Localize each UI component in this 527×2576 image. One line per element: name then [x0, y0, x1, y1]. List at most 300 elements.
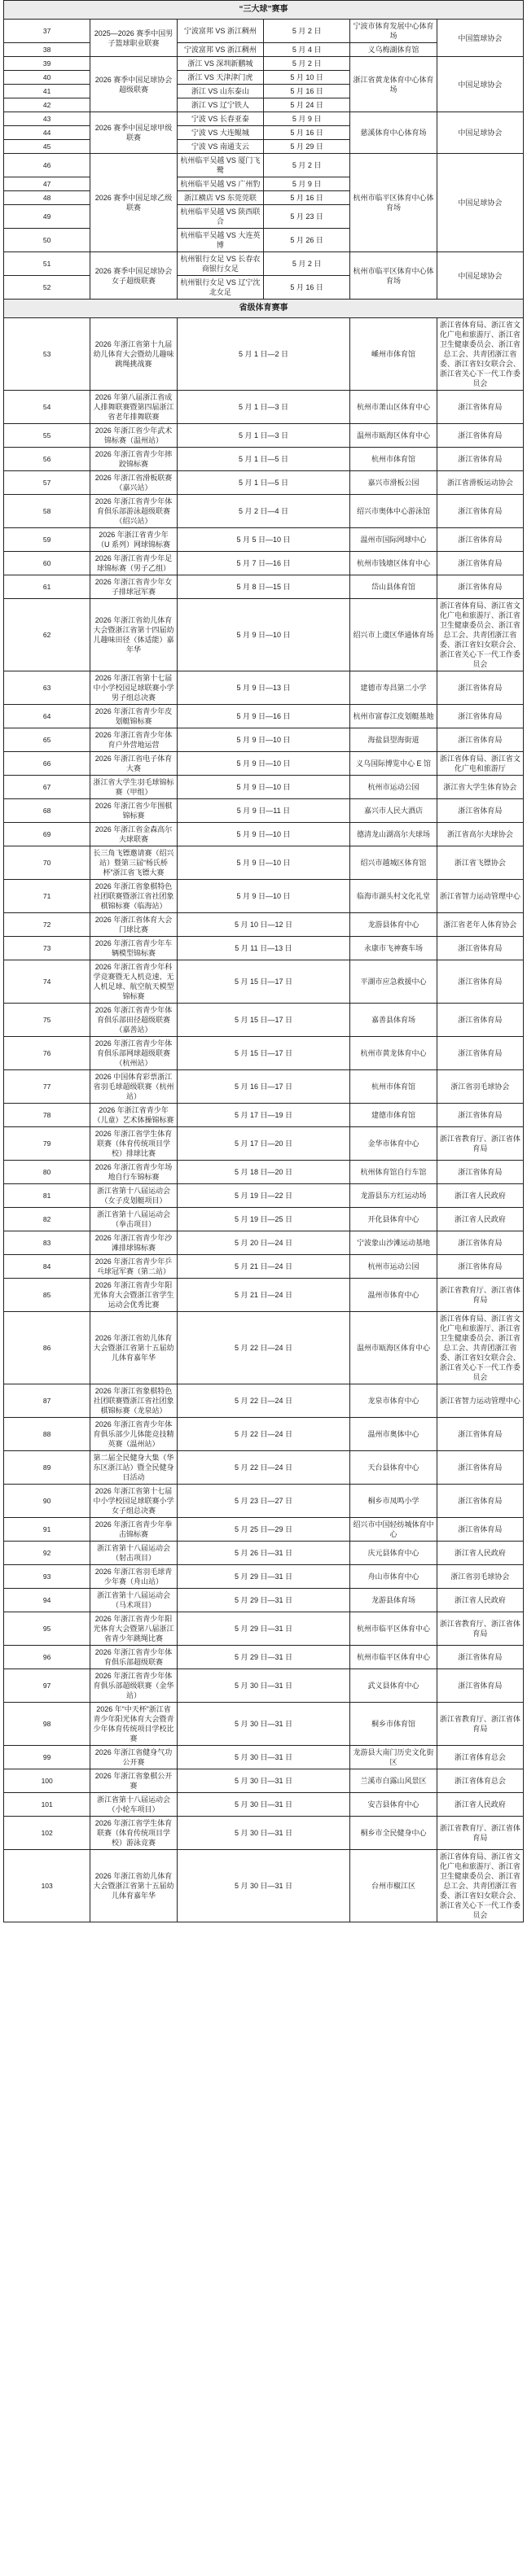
- venue-cell: 温州市瓯海区体育中心: [350, 424, 437, 448]
- organizer-cell: 浙江省体育局: [437, 1161, 523, 1184]
- venue-cell: 杭州市运动公园: [350, 776, 437, 799]
- match-or-date-cell: 5 月 21 日—24 日: [177, 1255, 350, 1279]
- row-number-cell: 41: [4, 85, 90, 98]
- organizer-cell: 浙江省体育局: [437, 937, 523, 960]
- event-name-cell: 第二届全民健身大集（华东区浙江站）暨全民健身日活动: [90, 1451, 177, 1485]
- match-or-date-cell: 5 月 30 日—31 日: [177, 1850, 350, 1922]
- event-name-cell: 2026 年浙江省象棋特色社团联赛暨浙江省社团象棋锦标赛（临海站）: [90, 880, 177, 913]
- table-row: [4, 1769, 524, 1793]
- venue-cell: 金华市体育中心: [350, 1127, 437, 1161]
- row-number-cell: 85: [4, 1279, 90, 1312]
- match-or-date-cell: 5 月 22 日—24 日: [177, 1312, 350, 1384]
- organizer-cell: 浙江省体育局: [437, 1518, 523, 1542]
- organizer-cell: 浙江省体育局: [437, 448, 523, 471]
- table-row: [4, 1312, 524, 1384]
- venue-cell: 杭州体育馆自行车馆: [350, 1161, 437, 1184]
- schedule-table-body: [4, 1, 524, 1922]
- row-number-cell: 53: [4, 318, 90, 391]
- venue-cell: 龙游县体育场: [350, 1589, 437, 1612]
- row-number-cell: 84: [4, 1255, 90, 1279]
- row-number-cell: 61: [4, 575, 90, 599]
- table-row: [4, 937, 524, 960]
- table-row: [4, 1070, 524, 1104]
- match-or-date-cell: 5 月 15 日—17 日: [177, 960, 350, 1004]
- match-or-date-cell: 5 月 9 日—16 日: [177, 705, 350, 728]
- row-number-cell: 68: [4, 799, 90, 823]
- match-or-date-cell: 5 月 11 日—13 日: [177, 937, 350, 960]
- event-name-cell: 2026 年第八届浙江省成人排舞联赛暨第四届浙江省老年排舞联赛: [90, 391, 177, 424]
- section-header-row: [4, 300, 524, 318]
- row-number-cell: 86: [4, 1312, 90, 1384]
- organizer-cell: 浙江省体育局: [437, 671, 523, 705]
- organizer-cell: 浙江省教育厅、浙江省体育局: [437, 1703, 523, 1746]
- event-name-cell: 2026 年浙江省健身气功公开赛: [90, 1746, 177, 1769]
- row-number-cell: 51: [4, 252, 90, 276]
- event-name-cell: 2026 年浙江省青少年女子排球冠军赛: [90, 575, 177, 599]
- event-name-cell: 2026 年浙江省电子体育大赛: [90, 752, 177, 776]
- venue-cell: 兰溪市白露山风景区: [350, 1769, 437, 1793]
- match-or-date-cell: 5 月 18 日—20 日: [177, 1161, 350, 1184]
- match-or-date-cell: 5 月 22 日—24 日: [177, 1418, 350, 1451]
- organizer-cell: 浙江省人民政府: [437, 1184, 523, 1208]
- row-number-cell: 42: [4, 98, 90, 112]
- table-row: [4, 20, 524, 43]
- organizer-cell: 浙江省体育局: [437, 495, 523, 528]
- event-name-cell: 2026 年浙江省第十九届幼儿体育大会暨幼儿趣味跳绳挑战赛: [90, 318, 177, 391]
- table-row: [4, 752, 524, 776]
- row-number-cell: 100: [4, 1769, 90, 1793]
- row-number-cell: 98: [4, 1703, 90, 1746]
- table-row: [4, 1485, 524, 1518]
- event-schedule-sheet: [3, 0, 524, 1922]
- match-or-date-cell: 5 月 29 日—31 日: [177, 1646, 350, 1669]
- organizer-cell: 浙江省教育厅、浙江省体育局: [437, 1127, 523, 1161]
- organizer-cell: 浙江省人民政府: [437, 1208, 523, 1231]
- table-row: [4, 424, 524, 448]
- row-number-cell: 50: [4, 229, 90, 252]
- organizer-cell: 中国足球协会: [437, 154, 523, 252]
- event-name-cell: 2026 赛季中国足球协会超级联赛: [90, 57, 177, 112]
- row-number-cell: 101: [4, 1793, 90, 1817]
- organizer-cell: 浙江省智力运动管理中心: [437, 1384, 523, 1418]
- venue-cell: 杭州市富春江皮划艇基地: [350, 705, 437, 728]
- venue-cell: 桐乡市凤鸣小学: [350, 1485, 437, 1518]
- event-name-cell: 2026 年浙江省幼儿体育大会暨浙江省第十五届幼儿体育嘉年华: [90, 1312, 177, 1384]
- match-or-date-cell: 5 月 9 日—10 日: [177, 776, 350, 799]
- match-or-date-cell: 浙江 VS 辽宁铁人: [177, 98, 263, 112]
- organizer-cell: 浙江省体育局: [437, 391, 523, 424]
- match-or-date-cell: 5 月 16 日—17 日: [177, 1070, 350, 1104]
- match-or-date-cell: 5 月 1 日—5 日: [177, 448, 350, 471]
- organizer-cell: 浙江省体育局: [437, 1418, 523, 1451]
- venue-cell: 天台县体育中心: [350, 1451, 437, 1485]
- event-name-cell: 2026 年浙江省青少年阳光体育大会暨第八届浙江省青少年跳绳比赛: [90, 1612, 177, 1646]
- venue-cell: 永康市飞神赛车场: [350, 937, 437, 960]
- event-name-cell: 2026 年浙江省青少年体育户外营地运营: [90, 728, 177, 752]
- event-name-cell: 2026 年浙江省青少年皮划艇锦标赛: [90, 705, 177, 728]
- venue-cell: 宁波象山沙滩运动基地: [350, 1231, 437, 1255]
- venue-cell: 温州市国际网球中心: [350, 528, 437, 552]
- row-number-cell: 57: [4, 471, 90, 495]
- row-number-cell: 38: [4, 43, 90, 57]
- row-number-cell: 77: [4, 1070, 90, 1104]
- table-row: [4, 1037, 524, 1070]
- row-number-cell: 52: [4, 276, 90, 300]
- organizer-cell: 浙江省滑板运动协会: [437, 471, 523, 495]
- event-name-cell: 2026 年浙江省学生体育联赛（体育传统项目学校）游泳竞赛: [90, 1817, 177, 1850]
- row-number-cell: 92: [4, 1542, 90, 1565]
- row-number-cell: 103: [4, 1850, 90, 1922]
- organizer-cell: 浙江省智力运动管理中心: [437, 880, 523, 913]
- date-cell: 5 月 26 日: [263, 229, 349, 252]
- organizer-cell: 浙江省教育厅、浙江省体育局: [437, 1279, 523, 1312]
- table-row: [4, 1793, 524, 1817]
- organizer-cell: 浙江省体育局: [437, 728, 523, 752]
- row-number-cell: 93: [4, 1565, 90, 1589]
- row-number-cell: 39: [4, 57, 90, 71]
- organizer-cell: 浙江省体育局: [437, 1231, 523, 1255]
- match-or-date-cell: 5 月 8 日—15 日: [177, 575, 350, 599]
- venue-cell: 温州市奥体中心: [350, 1418, 437, 1451]
- match-or-date-cell: 5 月 5 日—10 日: [177, 528, 350, 552]
- row-number-cell: 55: [4, 424, 90, 448]
- venue-cell: 杭州市体育馆: [350, 1070, 437, 1104]
- organizer-cell: 中国足球协会: [437, 252, 523, 300]
- venue-cell: 温州市体育中心: [350, 1279, 437, 1312]
- event-name-cell: 长三角飞镖邀请赛（绍兴站）暨第三届“杨氏桥杯”浙江省飞镖大赛: [90, 846, 177, 880]
- match-or-date-cell: 宁波 VS 长春亚泰: [177, 112, 263, 126]
- row-number-cell: 37: [4, 20, 90, 43]
- match-or-date-cell: 5 月 29 日—31 日: [177, 1565, 350, 1589]
- row-number-cell: 78: [4, 1104, 90, 1127]
- organizer-cell: 中国足球协会: [437, 112, 523, 154]
- event-name-cell: 2026 年浙江省青少年（U 系列）网球锦标赛: [90, 528, 177, 552]
- organizer-cell: 浙江省羽毛球协会: [437, 1565, 523, 1589]
- table-row: [4, 1418, 524, 1451]
- date-cell: 5 月 16 日: [263, 85, 349, 98]
- organizer-cell: 浙江省体育局: [437, 960, 523, 1004]
- table-row: [4, 1384, 524, 1418]
- event-name-cell: 2026 年浙江省滑板联赛（嘉兴站）: [90, 471, 177, 495]
- event-name-cell: 浙江省第十八届运动会（女子皮划艇项目）: [90, 1184, 177, 1208]
- venue-cell: 绍兴市奥体中心游泳馆: [350, 495, 437, 528]
- table-row: [4, 495, 524, 528]
- table-row: [4, 252, 524, 276]
- organizer-cell: 浙江省体育局、浙江省文化广电和旅游厅、浙江省卫生健康委员会、浙江省总工会、共青团浙江省委、浙江省妇女联合会、浙江省关心下一代工作委员会: [437, 1312, 523, 1384]
- venue-cell: 台州市椒江区: [350, 1850, 437, 1922]
- venue-cell: 建德市寿昌第二小学: [350, 671, 437, 705]
- organizer-cell: 浙江省体育局: [437, 575, 523, 599]
- event-name-cell: 2026 中国体育彩票浙江省羽毛球超级联赛（杭州站）: [90, 1070, 177, 1104]
- match-or-date-cell: 5 月 19 日—22 日: [177, 1184, 350, 1208]
- venue-cell: 杭州市黄龙体育中心: [350, 1037, 437, 1070]
- match-or-date-cell: 5 月 1 日—2 日: [177, 318, 350, 391]
- organizer-cell: 浙江省体育局: [437, 1451, 523, 1485]
- row-number-cell: 54: [4, 391, 90, 424]
- event-name-cell: 2026 年浙江省青少年阳光体育大会暨浙江省学生运动会优秀比赛: [90, 1279, 177, 1312]
- row-number-cell: 82: [4, 1208, 90, 1231]
- match-or-date-cell: 5 月 9 日—10 日: [177, 880, 350, 913]
- row-number-cell: 63: [4, 671, 90, 705]
- match-or-date-cell: 5 月 15 日—17 日: [177, 1004, 350, 1037]
- organizer-cell: 浙江省教育厅、浙江省体育局: [437, 1612, 523, 1646]
- event-name-cell: 2026 年浙江省青少年体育俱乐部田径超级联赛（嘉善站）: [90, 1004, 177, 1037]
- venue-cell: 龙游县体育中心: [350, 913, 437, 937]
- organizer-cell: 浙江省老年人体育协会: [437, 913, 523, 937]
- table-row: [4, 1703, 524, 1746]
- venue-cell: 绍兴市上虞区华通体育场: [350, 599, 437, 671]
- match-or-date-cell: 杭州银行女足 VS 辽宁沈北女足: [177, 276, 263, 300]
- match-or-date-cell: 5 月 9 日—11 日: [177, 799, 350, 823]
- date-cell: 5 月 2 日: [263, 154, 349, 177]
- table-row: [4, 599, 524, 671]
- table-row: [4, 960, 524, 1004]
- row-number-cell: 69: [4, 823, 90, 846]
- match-or-date-cell: 5 月 9 日—10 日: [177, 599, 350, 671]
- venue-cell: 嘉兴市滑板公园: [350, 471, 437, 495]
- table-row: [4, 1817, 524, 1850]
- table-row: [4, 728, 524, 752]
- match-or-date-cell: 5 月 9 日—10 日: [177, 752, 350, 776]
- event-name-cell: 2026 年浙江省青少年沙滩排球锦标赛: [90, 1231, 177, 1255]
- organizer-cell: 浙江省体育局、浙江省文化广电和旅游厅、浙江省卫生健康委员会、浙江省总工会、共青团浙江省委、浙江省妇女联合会、浙江省关心下一代工作委员会: [437, 1850, 523, 1922]
- organizer-cell: 浙江省羽毛球协会: [437, 1070, 523, 1104]
- event-name-cell: 2026 年浙江省青少年乒乓球冠军赛（第二站）: [90, 1255, 177, 1279]
- row-number-cell: 44: [4, 126, 90, 140]
- event-name-cell: 2026 年浙江省青少年体育俱乐部网球超级联赛（杭州站）: [90, 1037, 177, 1070]
- row-number-cell: 87: [4, 1384, 90, 1418]
- table-row: [4, 391, 524, 424]
- organizer-cell: 浙江省体育局: [437, 528, 523, 552]
- match-or-date-cell: 5 月 30 日—31 日: [177, 1817, 350, 1850]
- date-cell: 5 月 4 日: [263, 43, 349, 57]
- venue-cell: 杭州市钱塘区体育中心: [350, 552, 437, 575]
- event-name-cell: 2026 年浙江省少年武术锦标赛（温州站）: [90, 424, 177, 448]
- organizer-cell: 浙江省体育局: [437, 1255, 523, 1279]
- table-row: [4, 318, 524, 391]
- match-or-date-cell: 宁波 VS 大连鲲城: [177, 126, 263, 140]
- table-row: [4, 1184, 524, 1208]
- row-number-cell: 90: [4, 1485, 90, 1518]
- event-name-cell: 浙江省第十八届运动会（拳击项目）: [90, 1208, 177, 1231]
- date-cell: 5 月 9 日: [263, 177, 349, 191]
- event-name-cell: 2026 年浙江省青少年体育俱乐部游泳超级联赛（绍兴站）: [90, 495, 177, 528]
- match-or-date-cell: 5 月 20 日—24 日: [177, 1231, 350, 1255]
- venue-cell: 杭州市临平区体育中心体育场: [350, 154, 437, 252]
- table-row: [4, 1518, 524, 1542]
- match-or-date-cell: 5 月 10 日—12 日: [177, 913, 350, 937]
- match-or-date-cell: 5 月 25 日—29 日: [177, 1518, 350, 1542]
- row-number-cell: 89: [4, 1451, 90, 1485]
- row-number-cell: 64: [4, 705, 90, 728]
- row-number-cell: 47: [4, 177, 90, 191]
- row-number-cell: 91: [4, 1518, 90, 1542]
- venue-cell: 温州市瓯海区体育中心: [350, 1312, 437, 1384]
- table-row: [4, 1669, 524, 1703]
- date-cell: 5 月 16 日: [263, 276, 349, 300]
- venue-cell: 杭州市临平区体育中心: [350, 1646, 437, 1669]
- event-schedule-table: [3, 0, 524, 1922]
- table-row: [4, 776, 524, 799]
- venue-cell: 龙泉市体育中心: [350, 1384, 437, 1418]
- row-number-cell: 46: [4, 154, 90, 177]
- date-cell: 5 月 16 日: [263, 126, 349, 140]
- table-row: [4, 880, 524, 913]
- venue-cell: 绍兴市越城区体育馆: [350, 846, 437, 880]
- row-number-cell: 71: [4, 880, 90, 913]
- match-or-date-cell: 杭州临平吴越 VS 广州豹: [177, 177, 263, 191]
- event-name-cell: 2026 年浙江省青少年车辆模型锦标赛: [90, 937, 177, 960]
- venue-cell: 临海市湖头村文化礼堂: [350, 880, 437, 913]
- match-or-date-cell: 5 月 30 日—31 日: [177, 1669, 350, 1703]
- venue-cell: 浙江省黄龙体育中心体育场: [350, 57, 437, 112]
- event-name-cell: 2026 赛季中国足球甲级联赛: [90, 112, 177, 154]
- match-or-date-cell: 浙江 VS 天津津门虎: [177, 71, 263, 85]
- organizer-cell: 浙江省体育局: [437, 799, 523, 823]
- match-or-date-cell: 杭州临平吴越 VS 大连英博: [177, 229, 263, 252]
- match-or-date-cell: 5 月 1 日—3 日: [177, 424, 350, 448]
- venue-cell: 安吉县体育中心: [350, 1793, 437, 1817]
- row-number-cell: 80: [4, 1161, 90, 1184]
- match-or-date-cell: 5 月 17 日—20 日: [177, 1127, 350, 1161]
- event-name-cell: 2026 赛季中国足球协会女子超级联赛: [90, 252, 177, 300]
- match-or-date-cell: 5 月 22 日—24 日: [177, 1384, 350, 1418]
- venue-cell: 宁波市体育发展中心体育场: [350, 20, 437, 43]
- row-number-cell: 70: [4, 846, 90, 880]
- match-or-date-cell: 5 月 30 日—31 日: [177, 1793, 350, 1817]
- date-cell: 5 月 24 日: [263, 98, 349, 112]
- row-number-cell: 83: [4, 1231, 90, 1255]
- venue-cell: 桐乡市全民健身中心: [350, 1817, 437, 1850]
- row-number-cell: 67: [4, 776, 90, 799]
- event-name-cell: 2026 年浙江省象棋公开赛: [90, 1769, 177, 1793]
- match-or-date-cell: 5 月 9 日—10 日: [177, 728, 350, 752]
- table-row: [4, 552, 524, 575]
- table-row: [4, 1231, 524, 1255]
- organizer-cell: 浙江省体育局: [437, 1669, 523, 1703]
- venue-cell: 建德市体育馆: [350, 1104, 437, 1127]
- table-row: [4, 448, 524, 471]
- venue-cell: 慈溪体育中心体育场: [350, 112, 437, 154]
- organizer-cell: 浙江省高尔夫球协会: [437, 823, 523, 846]
- date-cell: 5 月 2 日: [263, 20, 349, 43]
- row-number-cell: 56: [4, 448, 90, 471]
- organizer-cell: 浙江省体育局: [437, 424, 523, 448]
- venue-cell: 杭州市临平区体育中心体育场: [350, 252, 437, 300]
- date-cell: 5 月 2 日: [263, 57, 349, 71]
- table-row: [4, 1004, 524, 1037]
- event-name-cell: 2026 赛季中国足球乙级联赛: [90, 154, 177, 252]
- event-name-cell: 2026 年“中天杯”浙江省青少年阳光体育大会暨青少年体育传统项目学校比赛: [90, 1703, 177, 1746]
- table-row: [4, 575, 524, 599]
- table-row: [4, 1565, 524, 1589]
- table-row: [4, 1850, 524, 1922]
- match-or-date-cell: 浙江横店 VS 东莞莞联: [177, 191, 263, 205]
- organizer-cell: 浙江省体育总会: [437, 1769, 523, 1793]
- event-name-cell: 2026 年浙江省第十七届中小学校园足球联赛小学女子组总决赛: [90, 1485, 177, 1518]
- match-or-date-cell: 杭州银行女足 VS 长春农商银行女足: [177, 252, 263, 276]
- venue-cell: 桐乡市体育馆: [350, 1703, 437, 1746]
- table-row: [4, 1104, 524, 1127]
- match-or-date-cell: 5 月 22 日—24 日: [177, 1451, 350, 1485]
- table-row: [4, 1161, 524, 1184]
- row-number-cell: 66: [4, 752, 90, 776]
- row-number-cell: 99: [4, 1746, 90, 1769]
- section-header-row: [4, 1, 524, 20]
- row-number-cell: 48: [4, 191, 90, 205]
- match-or-date-cell: 5 月 30 日—31 日: [177, 1703, 350, 1746]
- match-or-date-cell: 5 月 30 日—31 日: [177, 1769, 350, 1793]
- event-name-cell: 2026 年浙江省幼儿体育大会暨浙江省第十五届幼儿体育嘉年华: [90, 1850, 177, 1922]
- row-number-cell: 72: [4, 913, 90, 937]
- organizer-cell: 浙江省人民政府: [437, 1793, 523, 1817]
- row-number-cell: 96: [4, 1646, 90, 1669]
- organizer-cell: 浙江省体育局: [437, 705, 523, 728]
- venue-cell: 岱山县体育馆: [350, 575, 437, 599]
- match-or-date-cell: 5 月 21 日—24 日: [177, 1279, 350, 1312]
- match-or-date-cell: 宁波富邦 VS 浙江稠州: [177, 43, 263, 57]
- table-row: [4, 1255, 524, 1279]
- event-name-cell: 2026 年浙江省青少年场地自行车锦标赛: [90, 1161, 177, 1184]
- match-or-date-cell: 5 月 29 日—31 日: [177, 1612, 350, 1646]
- match-or-date-cell: 5 月 17 日—19 日: [177, 1104, 350, 1127]
- date-cell: 5 月 29 日: [263, 140, 349, 154]
- section-title: “三大球”赛事: [4, 1, 524, 20]
- table-row: [4, 1746, 524, 1769]
- match-or-date-cell: 5 月 29 日—31 日: [177, 1589, 350, 1612]
- match-or-date-cell: 5 月 30 日—31 日: [177, 1746, 350, 1769]
- venue-cell: 嘉善县体育场: [350, 1004, 437, 1037]
- event-name-cell: 2026 年浙江省体育大会门球比赛: [90, 913, 177, 937]
- row-number-cell: 40: [4, 71, 90, 85]
- match-or-date-cell: 宁波 VS 南通支云: [177, 140, 263, 154]
- match-or-date-cell: 5 月 9 日—10 日: [177, 846, 350, 880]
- row-number-cell: 73: [4, 937, 90, 960]
- organizer-cell: 浙江省体育局: [437, 1646, 523, 1669]
- venue-cell: 庆元县体育中心: [350, 1542, 437, 1565]
- event-name-cell: 2026 年浙江省第十七届中小学校园足球联赛小学男子组总决赛: [90, 671, 177, 705]
- table-row: [4, 1542, 524, 1565]
- match-or-date-cell: 5 月 23 日—27 日: [177, 1485, 350, 1518]
- match-or-date-cell: 5 月 9 日—10 日: [177, 823, 350, 846]
- date-cell: 5 月 23 日: [263, 205, 349, 229]
- table-row: [4, 1451, 524, 1485]
- organizer-cell: 浙江省人民政府: [437, 1542, 523, 1565]
- date-cell: 5 月 16 日: [263, 191, 349, 205]
- event-name-cell: 浙江省第十八届运动会（马术项目）: [90, 1589, 177, 1612]
- venue-cell: 舟山市体育中心: [350, 1565, 437, 1589]
- table-row: [4, 671, 524, 705]
- organizer-cell: 浙江省体育局、浙江省文化广电和旅游厅: [437, 752, 523, 776]
- organizer-cell: 浙江省飞镖协会: [437, 846, 523, 880]
- row-number-cell: 43: [4, 112, 90, 126]
- event-name-cell: 2026 年浙江省青少年体育俱乐部少儿体能竞技精英赛（温州站）: [90, 1418, 177, 1451]
- event-name-cell: 2026 年浙江省青少年体育俱乐部超级联赛: [90, 1646, 177, 1669]
- venue-cell: 海盐县望海街道: [350, 728, 437, 752]
- date-cell: 5 月 2 日: [263, 252, 349, 276]
- venue-cell: 德清龙山湖高尔夫球场: [350, 823, 437, 846]
- event-name-cell: 2026 年浙江省学生体育联赛（体育传统项目学校）排球比赛: [90, 1127, 177, 1161]
- organizer-cell: 中国篮球协会: [437, 20, 523, 57]
- match-or-date-cell: 浙江 VS 山东泰山: [177, 85, 263, 98]
- row-number-cell: 45: [4, 140, 90, 154]
- organizer-cell: 浙江省人民政府: [437, 1589, 523, 1612]
- organizer-cell: 浙江省体育局: [437, 1485, 523, 1518]
- venue-cell: 嘉兴市人民大酒店: [350, 799, 437, 823]
- table-row: [4, 1589, 524, 1612]
- table-row: [4, 846, 524, 880]
- row-number-cell: 58: [4, 495, 90, 528]
